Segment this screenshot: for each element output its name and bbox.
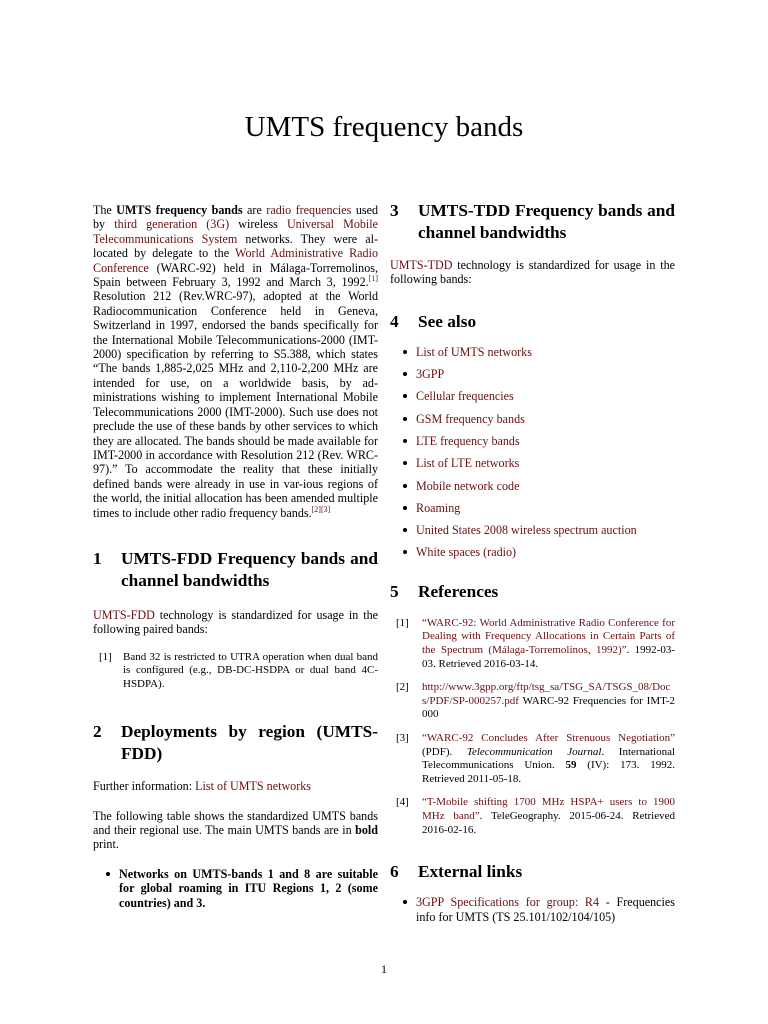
list-item — [390, 345, 675, 367]
intro-text: wireless — [229, 217, 287, 232]
right-column — [390, 200, 675, 924]
list-item — [390, 434, 675, 456]
footnote-text: Band 32 is restricted to UTRA operation when dual band is configured (e.g., DB-DC-HSDPA or dual band 4C-HSDPA). — [123, 650, 378, 690]
page-title: UMTS frequency bands — [244, 111, 524, 143]
reference-text — [422, 732, 675, 786]
citation-link[interactable]: [1] — [368, 274, 378, 283]
section-title: Deployments by region (UMTS-FDD) — [121, 722, 378, 764]
citation-link[interactable]: [2][3] — [311, 504, 331, 514]
section-heading-4 — [390, 311, 675, 333]
section-number: 5 — [390, 581, 399, 601]
intro-text: (WARC-92) held in Málaga-Torremolinos, Spain between February 3, 1992 and March 3, 1992. — [93, 260, 378, 290]
list-item — [390, 389, 675, 411]
reference-detail: . International Telecommunications Union. — [422, 745, 676, 772]
see-also-link[interactable]: LTE frequency bands — [416, 434, 520, 448]
intro-text: are — [242, 203, 267, 217]
link-umts-tdd[interactable]: UMTS-TDD — [390, 258, 453, 272]
section-title: UMTS-FDD Frequency bands and channel bandwidths — [121, 548, 378, 590]
intro-paragraph — [93, 203, 378, 520]
footnote-number: [1] — [99, 650, 112, 663]
reference-text — [422, 617, 675, 671]
section-heading-2 — [93, 721, 378, 765]
see-also-link[interactable]: GSM frequency bands — [416, 411, 525, 426]
notes-list — [93, 867, 378, 910]
link-umts-fdd[interactable]: UMTS-FDD — [93, 607, 155, 622]
section-title: External links — [418, 862, 523, 882]
reference-number: [2] — [396, 681, 409, 694]
intro-text: used by — [93, 203, 378, 232]
section-heading-6 — [390, 861, 675, 883]
sec1-paragraph — [93, 608, 378, 637]
external-link[interactable]: 3GPP Specifications for group: R4 — [416, 895, 600, 910]
reference-number: [1] — [396, 616, 409, 629]
link-list-of-umts-networks[interactable]: List of UMTS networks — [195, 779, 312, 794]
reference-item — [390, 796, 675, 837]
see-also-link[interactable]: List of LTE networks — [416, 456, 520, 471]
reference-detail: (PDF). — [422, 745, 467, 758]
list-item — [390, 523, 675, 545]
list-item — [390, 479, 675, 501]
sec3-paragraph — [390, 258, 675, 287]
reference-link[interactable]: “WARC-92: World Administrative Radio Conference for Dealing with Frequency Allocations in Certain Parts of the Spectrum (Málaga-Torremolinos, 1992)” — [422, 616, 675, 656]
external-link-description: - Frequencies info for UMTS (TS 25.101/102/104/105) — [416, 895, 675, 924]
list-item — [390, 367, 675, 389]
list-item — [390, 456, 675, 478]
section-title: See also — [418, 311, 477, 331]
footnote — [93, 651, 378, 692]
see-also-link[interactable]: List of UMTS networks — [416, 344, 532, 359]
reference-detail: (IV): 173. 1992. Retrieved 2011-05-18. — [422, 759, 675, 785]
see-also-list — [390, 345, 675, 568]
reference-text — [422, 796, 675, 837]
link-warc[interactable]: World Administrative Radio Conference — [93, 246, 378, 275]
reference-item — [390, 681, 675, 722]
external-links-list — [390, 895, 675, 924]
list-item — [390, 895, 675, 924]
list-item — [390, 412, 675, 434]
page-number: 1 — [381, 962, 387, 976]
reference-detail: . TeleGeography. 2015-06-24. Retrieved 2016-02-16. — [422, 809, 675, 836]
reference-detail: . 1992-03-03. Retrieved 2016-03-14. — [422, 643, 676, 670]
see-also-link[interactable]: White spaces (radio) — [416, 545, 517, 560]
section-heading-3 — [390, 200, 675, 244]
see-also-link[interactable]: 3GPP — [416, 367, 445, 382]
intro-text: Resolution 212 (Rev.WRC-97), adopted at the World Radiocommunication Conference held in Geneva, Switzerland in 1997, endorsed the bands specifically for the International Mobile Telecommunications-2000 (IMT-2000) specification by referring to S5.388, which states “The bands 1,885-2,025 MHz and 2,110-2,200 MHz are intended for use, on a worldwide basis, by ad-ministrations wishing to implement International Mobile Telecommunications 2000 (IMT-2000). Such use does not preclude the use of these bands by other services to which they are allocated. The bands should be made available for IMT-2000 in accordance with Resolution 212 (Rev. WRC-97).” To accommodate the reality that these initially defined bands were already in use in var-ious regions of the world, the initial allocation has been amended multiple times to include other radio frequency bands. — [93, 289, 378, 520]
section-title: UMTS-TDD Frequency bands and channel bandwidths — [418, 201, 675, 242]
section-title: References — [418, 581, 499, 601]
reference-link[interactable]: http://www.3gpp.org/ftp/tsg_sa/TSG_SA/TSGS_08/Docs/PDF/SP-000257.pdf — [422, 681, 671, 707]
link-radio-frequencies[interactable]: radio frequencies — [266, 203, 352, 217]
section-number: 2 — [93, 722, 102, 742]
left-column — [93, 200, 378, 910]
list-item — [390, 501, 675, 523]
sec1-text: technology is standardized for usage in the following paired bands: — [93, 607, 378, 637]
see-also-link[interactable]: Roaming — [416, 500, 461, 515]
see-also-link[interactable]: Cellular frequencies — [416, 389, 514, 404]
further-info-label: Further information: — [93, 779, 196, 794]
list-item — [390, 545, 675, 567]
section-number: 1 — [93, 548, 102, 568]
sec2-paragraph — [93, 809, 378, 852]
reference-link[interactable]: “WARC-92 Concludes After Strenuous Negotiation” — [422, 731, 675, 744]
link-third-generation[interactable]: third generation (3G) — [114, 217, 230, 232]
reference-text — [422, 681, 675, 722]
sec3-text: technology is standardized for usage in the following bands: — [390, 258, 675, 287]
reference-number: [4] — [396, 796, 409, 809]
section-number: 6 — [390, 862, 399, 882]
section-number: 4 — [390, 311, 399, 331]
reference-link[interactable]: “T-Mobile shifting 1700 MHz HSPA+ users to 1900 MHz band” — [422, 796, 675, 822]
sec2-text: The following table shows the standardized UMTS bands and their regional use. The main UMTS bands are in — [93, 808, 378, 838]
section-number: 3 — [390, 201, 399, 220]
intro-text: The — [93, 203, 117, 217]
section-heading-1 — [93, 548, 378, 592]
section-heading-5 — [390, 581, 675, 603]
volume-number: 59 — [565, 759, 577, 772]
reference-number: [3] — [396, 731, 409, 744]
journal-name: Telecommunication Journal — [466, 745, 602, 758]
link-umts[interactable]: Universal Mobile Telecommunications System — [93, 217, 379, 246]
list-item: Networks on UMTS-bands 1 and 8 are suitable for global roaming in ITU Regions 1, 2 (some countries) and 3. — [93, 867, 378, 910]
reference-item — [390, 732, 675, 786]
see-also-link[interactable]: Mobile network code — [416, 478, 520, 493]
reference-item — [390, 617, 675, 671]
see-also-link[interactable]: United States 2008 wireless spectrum auction — [416, 523, 637, 538]
sec2-text: print. — [93, 837, 119, 852]
reference-detail: WARC-92 Frequencies for IMT-2000 — [422, 694, 675, 721]
intro-bold-term: UMTS frequency bands — [116, 203, 243, 217]
intro-text: networks. They were al-located by delegate to the — [93, 231, 378, 261]
further-info — [93, 779, 378, 793]
bold-word: bold — [355, 823, 378, 838]
